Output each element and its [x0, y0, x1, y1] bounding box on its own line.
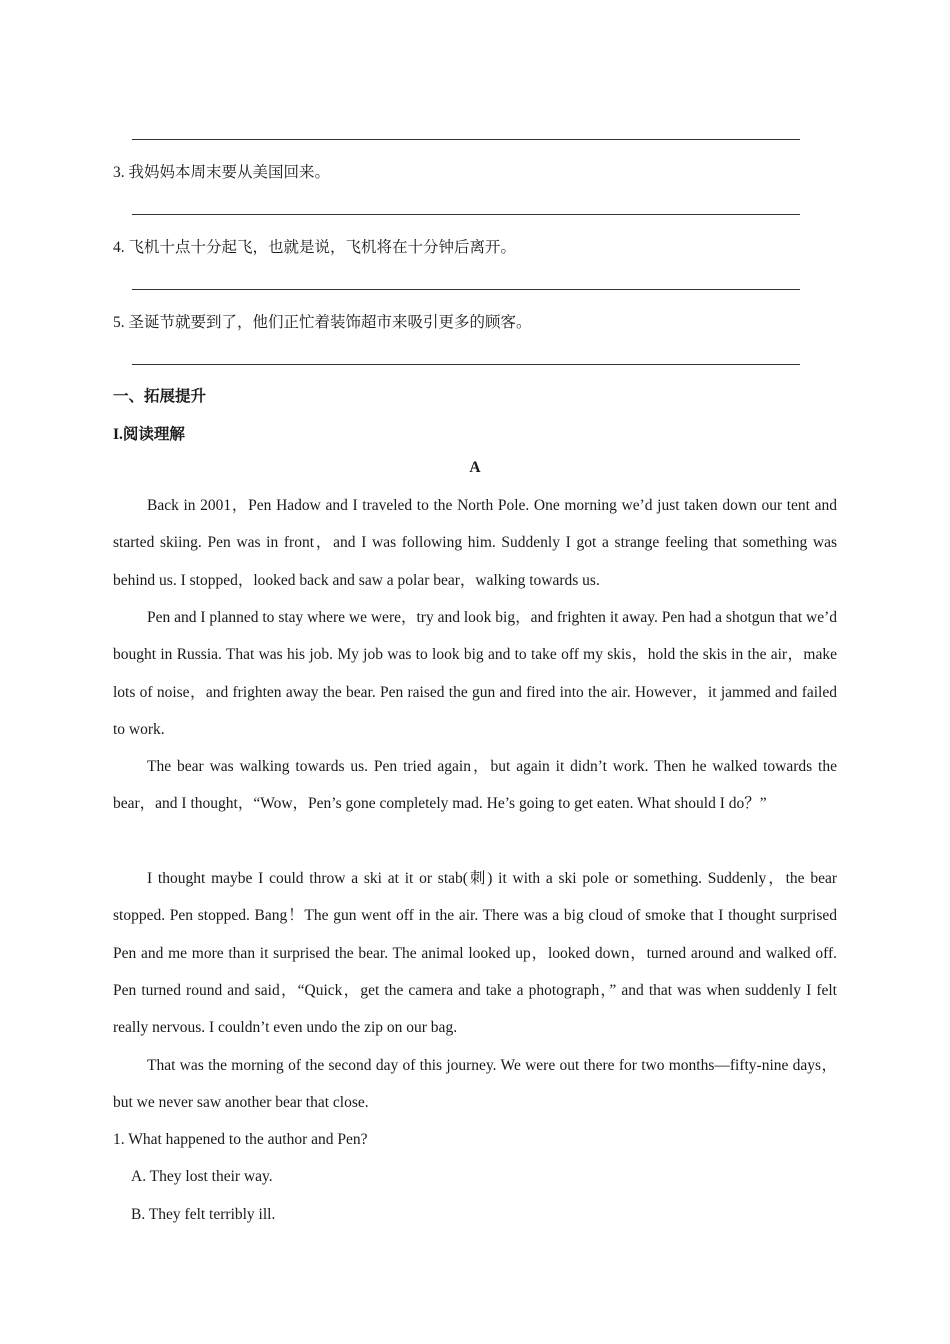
question-option-b[interactable]: B. They felt terribly ill. [131, 1206, 276, 1223]
passage-paragraph-3: The bear was walking towards us. Pen tried again，but again it didn’t work. Then he walked towards the bear，and I thought，“Wow，Pen’s gone completely mad. He’s going to get eaten. What should I do？” [113, 758, 837, 813]
answer-line[interactable] [132, 139, 800, 140]
question-stem: 1. What happened to the author and Pen? [113, 1131, 368, 1148]
passage-paragraph-2: Pen and I planned to stay where we were，try and look big，and frighten it away. Pen had a shotgun that we’d bought in Russia. That was his job. My job was to look big and to take off my skis，hold the skis in the air，make lots of noise，and frighten away the bear. Pen raised the gun and fired into the air. However，it jammed and failed to work. [113, 609, 837, 738]
section-subtitle: I.阅读理解 [113, 426, 185, 443]
passage-paragraph-4: I thought maybe I could throw a ski at it or stab(刺) it with a ski pole or something. Suddenly，the bear stopped. Pen stopped. Bang！The gun went off in the air. There was a big cloud of smoke that I thought surprised Pen and me more than it surprised the bear. The animal looked up，looked down，turned around and walked off. Pen turned round and said，“Quick，get the camera and take a photograph，” and that was when suddenly I felt really nervous. I couldn’t even undo the zip on our bag. [113, 870, 837, 1037]
answer-line[interactable] [132, 364, 800, 365]
answer-line[interactable] [132, 289, 800, 290]
translation-item-5: 5. 圣诞节就要到了，他们正忙着装饰超市来吸引更多的顾客。 [113, 314, 532, 331]
passage-paragraph-5: That was the morning of the second day of this journey. We were out there for two months—fifty-nine days，but we never saw another bear that close. [113, 1057, 837, 1112]
passage-paragraph-1: Back in 2001，Pen Hadow and I traveled to the North Pole. One morning we’d just taken down our tent and started skiing. Pen was in front，and I was following him. Suddenly I got a strange feeling that something was behind us. I stopped，looked back and saw a polar bear，walking towards us. [113, 497, 837, 589]
answer-line[interactable] [132, 214, 800, 215]
section-title: 一、拓展提升 [113, 388, 207, 405]
passage-label: A [469, 459, 481, 476]
question-option-a[interactable]: A. They lost their way. [131, 1168, 273, 1185]
translation-item-3: 3. 我妈妈本周末要从美国回来。 [113, 164, 331, 181]
translation-item-4: 4. 飞机十点十分起飞，也就是说，飞机将在十分钟后离开。 [113, 239, 517, 256]
